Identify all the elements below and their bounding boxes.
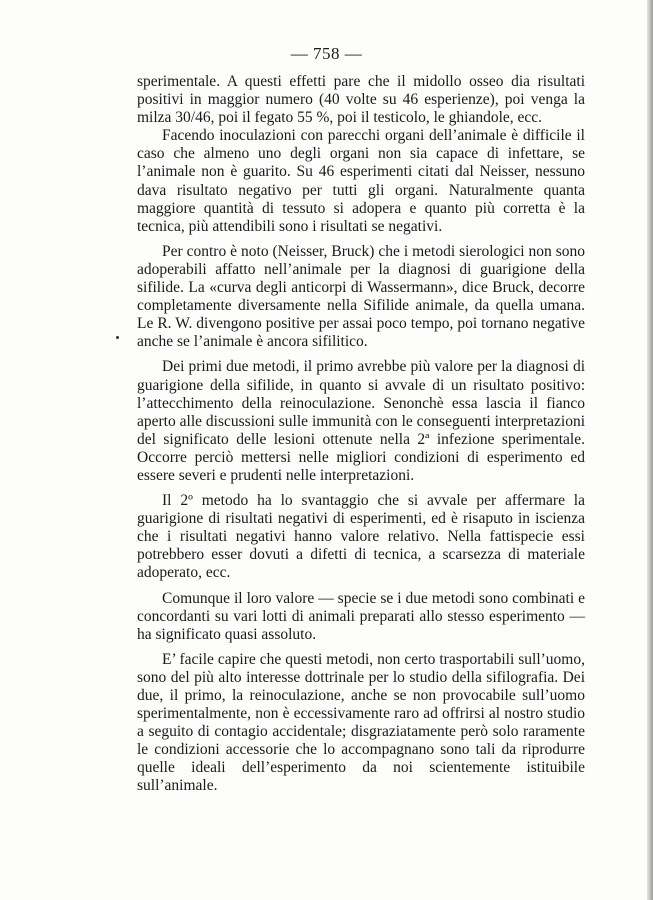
margin-speck [116, 336, 119, 339]
page-edge-shadow [647, 0, 653, 900]
paragraph: Per contro è noto (Neisser, Bruck) che i metodi sierologici non sono adoperabili affatto nell’animale per la diagnosi di guarigione della sifilide. La «curva degli anticorpi di Wassermann», dice Bruck, decorre completamente diversamente nella Sifilide animale, da quella umana. Le R. W. divengono positive per assai poco tempo, poi tornano negative anche se l’animale è ancora sifilitico. [137, 242, 585, 351]
paragraph: Il 2º metodo ha lo svantaggio che si avvale per affermare la guarigione di risultati negativi di esperimenti, ed è risaputo in iscienza che i risultati negativi hanno valore relativo. Nella fattispecie essi potrebbero esser dovuti a difetti di tecnica, a scarsezza di materiale adoperato, ecc. [137, 492, 585, 582]
paragraph: Dei primi due metodi, il primo avrebbe più valore per la diagnosi di guarigione della sifilide, in quanto si avvale di un risultato positivo: l’attecchimento della reinoculazione. Senonchè essa lascia il fianco aperto alle discussioni sulle immunità con le conseguenti interpretazioni del significato delle lesioni ottenute nella 2ª infezione sperimentale. Occorre perciò mettersi nelle migliori condizioni di esperimento ed essere severi e prudenti nelle interpretazioni. [137, 358, 585, 484]
paragraph: E’ facile capire che questi metodi, non certo trasportabili sull’uomo, sono del più alto interesse dottrinale per lo studio della sifilografia. Dei due, il primo, la reinoculazione, anche se non provocabile sull’uomo sperimentalmente, non è eccessivamente raro ad offrirsi al nostro studio a seguito di contagio accidentale; disgraziatamente però solo raramente le condizioni accessorie che lo accompagnano sono tali da riprodurre quelle ideali dell’esperimento da noi scientemente istituibile sull’animale. [137, 650, 585, 795]
body-text [137, 73, 585, 796]
paragraph: Facendo inoculazioni con parecchi organi dell’animale è difficile il caso che almeno uno degli organi non sia capace di infettare, se l’animale non è guarito. Su 46 esperimenti citati dal Neisser, nessuno dava risultato negativo per tutti gli organi. Naturalmente quanta maggiore quantità di tessuto si adopera e quanto più corretta è la tecnica, più attendibili sono i risultati se negativi. [137, 127, 585, 235]
paragraph: sperimentale. A questi effetti pare che il midollo osseo dia risultati positivi in maggior numero (40 volte su 46 esperienze), poi venga la milza 30/46, poi il fegato 55 %, poi il testicolo, le ghiandole, ecc. [137, 73, 585, 127]
page-number: — 758 — [290, 44, 363, 63]
paragraph: Comunque il loro valore — specie se i due metodi sono combinati e concordanti su vari lotti di animali preparati allo stesso esperimento — ha significato quasi assoluto. [137, 589, 585, 643]
